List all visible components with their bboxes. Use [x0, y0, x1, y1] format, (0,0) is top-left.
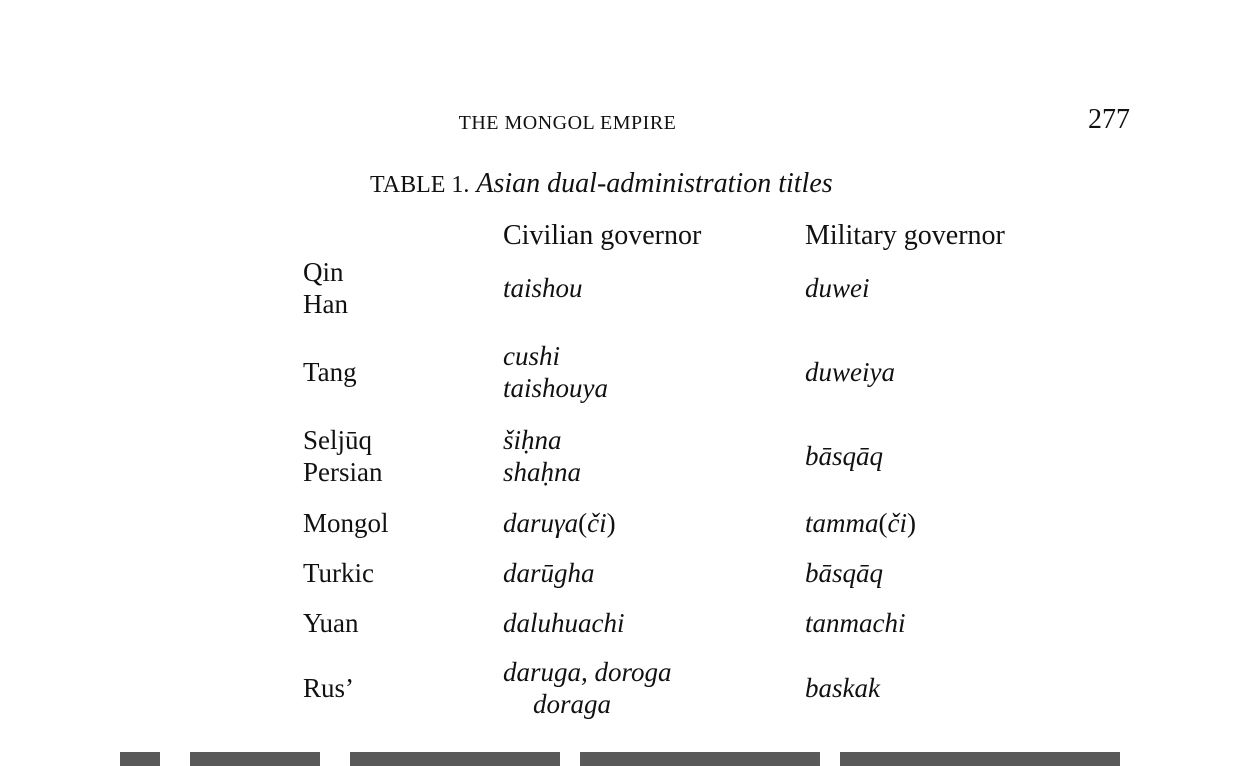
row-label-line: Han: [303, 289, 348, 319]
row-label-line: Yuan: [303, 608, 359, 638]
military-title-line: duwei: [805, 273, 870, 303]
running-title: THE MONGOL EMPIRE: [458, 112, 677, 134]
civilian-title: [503, 656, 793, 720]
military-title: [805, 340, 1105, 404]
civilian-title-line: darūgha: [503, 558, 595, 588]
military-title-line: bāsqāq: [805, 441, 884, 471]
civilian-title-line: daruga, doroga: [503, 657, 672, 687]
cut-off-text-line: [120, 752, 1120, 766]
civilian-title-line: daluhuachi: [503, 608, 625, 638]
military-title: [805, 656, 1105, 720]
row-label: [303, 556, 493, 590]
civilian-title: [503, 606, 793, 640]
row-label-line: Seljūq: [303, 425, 373, 455]
row-label-line: Qin: [303, 257, 344, 287]
civilian-title-line: daruγa(či): [503, 508, 616, 538]
military-title: [805, 506, 1105, 540]
civilian-title-line: cushi: [503, 341, 560, 371]
civilian-title-line: taishouya: [503, 373, 608, 403]
military-title: [805, 606, 1105, 640]
row-label-line: Tang: [303, 357, 357, 387]
civilian-title-line: doraga: [533, 689, 612, 719]
page-number: 277: [1088, 104, 1130, 135]
military-title-line: tamma(či): [805, 508, 916, 538]
military-title-line: tanmachi: [805, 608, 906, 638]
row-label-line: Mongol: [303, 508, 389, 538]
row-label: [303, 656, 493, 720]
military-title-line: baskak: [805, 673, 880, 703]
caption-label: TABLE 1.: [370, 172, 470, 198]
row-label: [303, 340, 493, 404]
military-title-line: bāsqāq: [805, 558, 884, 588]
civilian-title: [503, 424, 793, 488]
row-label: [303, 506, 493, 540]
table-caption: [370, 168, 833, 200]
civilian-title-line: šiḥna: [503, 425, 562, 455]
running-head: [0, 112, 1235, 135]
row-label: [303, 424, 493, 488]
row-label-line: Turkic: [303, 558, 375, 588]
military-title: [805, 424, 1105, 488]
civilian-title: [503, 340, 793, 404]
row-label: [303, 606, 493, 640]
row-label-line: Rus’: [303, 673, 355, 703]
military-title: [805, 256, 1105, 320]
row-label: [303, 256, 493, 320]
civilian-title: [503, 256, 793, 320]
military-title-line: duweiya: [805, 357, 895, 387]
column-header-civilian: Civilian governor: [503, 220, 702, 251]
military-title: [805, 556, 1105, 590]
caption-title: Asian dual-administration titles: [476, 168, 833, 199]
civilian-title-line: shaḥna: [503, 457, 582, 487]
civilian-title: [503, 506, 793, 540]
civilian-title: [503, 556, 793, 590]
row-label-line: Persian: [303, 457, 383, 487]
civilian-title-line: taishou: [503, 273, 583, 303]
column-header-military: Military governor: [805, 220, 1005, 251]
